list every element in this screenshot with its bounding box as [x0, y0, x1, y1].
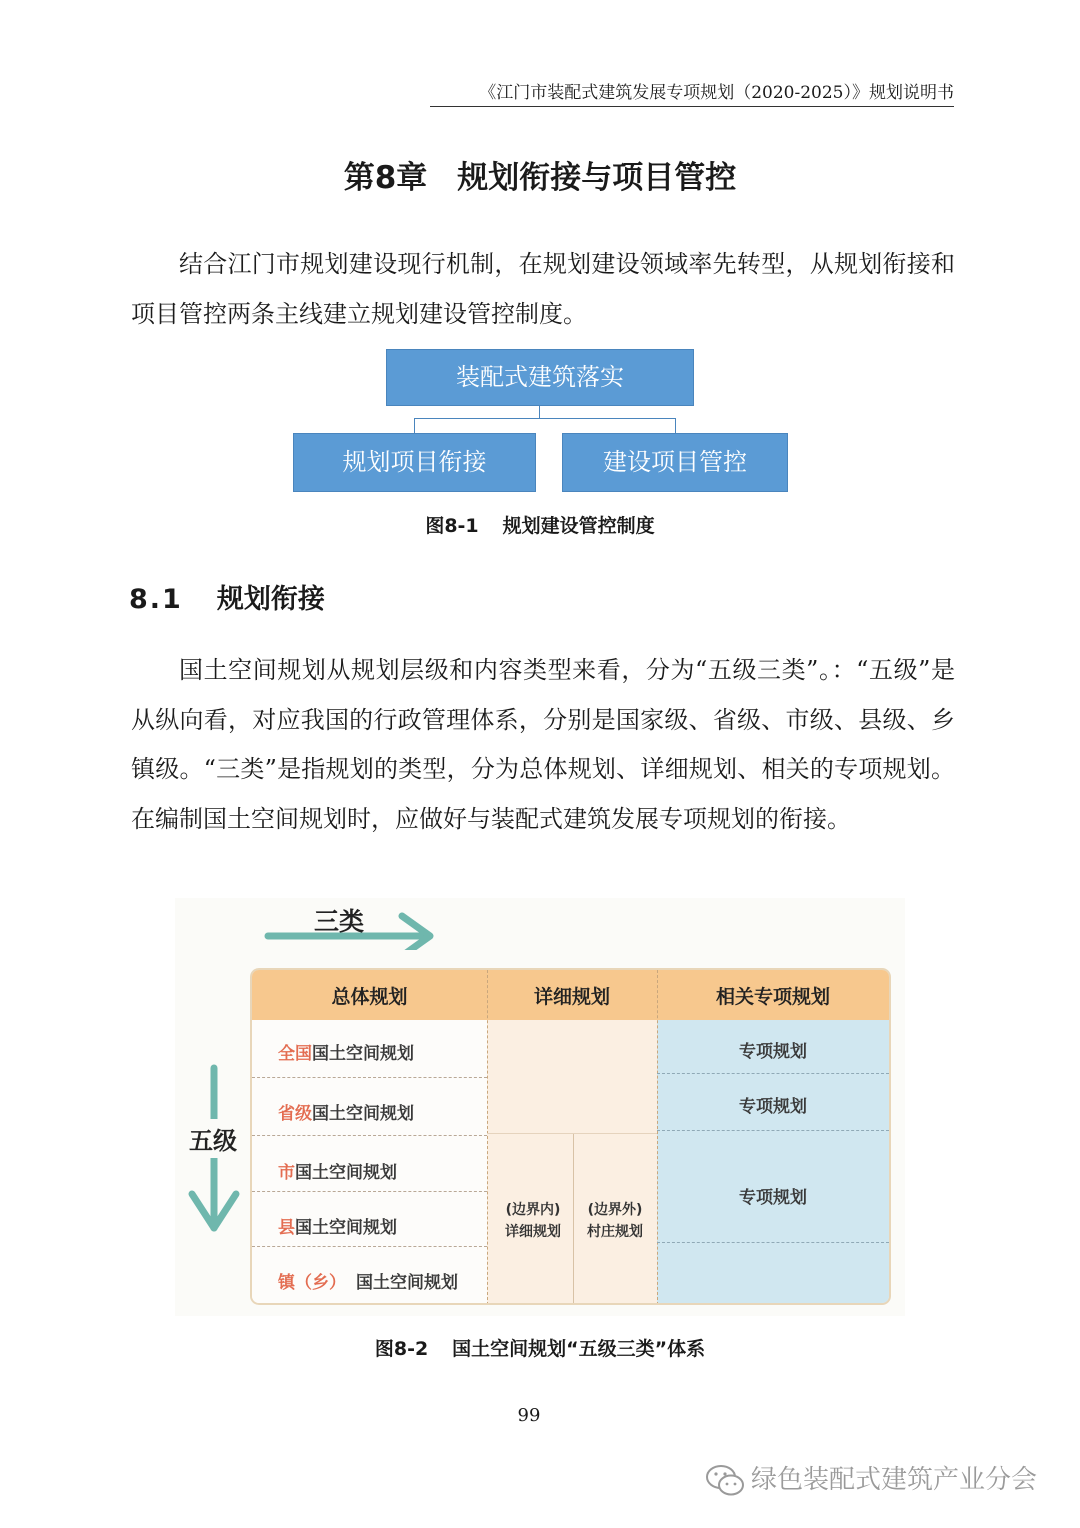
detail-outside-line1: (边界外)	[587, 1202, 643, 1218]
level-suffix: 国土空间规划	[295, 1218, 397, 1238]
figure2-caption-text: 国土空间规划“五级三类”体系	[452, 1338, 706, 1360]
figure1-connector-right	[675, 418, 676, 433]
level-prefix: 县	[278, 1218, 295, 1238]
level-prefix: 市	[278, 1163, 295, 1183]
level-county	[278, 1213, 397, 1238]
detail-outside-line2: 村庄规划	[587, 1224, 643, 1240]
figure1-connector-vertical	[539, 406, 540, 418]
column-divider	[657, 970, 658, 1305]
figure1-connector-horizontal	[414, 418, 676, 419]
detail-outside-boundary	[575, 1199, 655, 1243]
section-number: 8.1	[129, 584, 183, 615]
special-plan-city-county: 专项规划	[739, 1188, 807, 1208]
chapter-title-text: 规划衔接与项目管控	[457, 160, 737, 196]
special-plan-column	[657, 1020, 889, 1305]
row-divider	[252, 1191, 487, 1192]
arrow-label-three-types: 三类	[314, 907, 365, 936]
figure1-caption-text: 规划建设管控制度	[502, 515, 655, 537]
level-suffix: 国土空间规划	[312, 1044, 414, 1064]
figure1-caption	[0, 511, 1080, 538]
row-divider	[252, 1135, 487, 1136]
figure1-right-box: 建设项目管控	[562, 433, 788, 492]
row-divider	[657, 1130, 889, 1131]
detail-inner-divider	[573, 1133, 574, 1305]
section-title-text: 规划衔接	[216, 584, 325, 615]
level-city	[278, 1158, 397, 1183]
figure2-caption	[0, 1334, 1080, 1361]
level-prefix: 镇（乡）	[278, 1273, 346, 1293]
column-header-detailed: 详细规划	[533, 986, 610, 1008]
figure1-connector-left	[414, 418, 415, 433]
level-prefix: 全国	[278, 1044, 312, 1064]
level-suffix: 国土空间规划	[312, 1104, 414, 1124]
level-provincial	[278, 1099, 414, 1124]
body-paragraph: 国土空间规划从规划层级和内容类型来看，分为“五级三类”。：“五级”是从纵向看，对应我国的行政管理体系，分别是国家级、省级、市级、县级、乡镇级。“三类”是指规划的类型，分为总体规划、详细规划、相关的专项规划。在编制国土空间规划时，应做好与装配式建筑发展专项规划的衔接。	[131, 656, 955, 833]
wechat-icon	[705, 1463, 745, 1499]
figure1-top-box: 装配式建筑落实	[386, 349, 694, 406]
chapter-title	[0, 152, 1080, 197]
figure1-caption-number: 图8-1	[425, 515, 479, 537]
figure1-left-box: 规划项目衔接	[293, 433, 536, 492]
chapter-number: 第8章	[343, 160, 428, 196]
level-prefix: 省级	[278, 1104, 312, 1124]
level-township	[278, 1268, 458, 1293]
watermark	[705, 1459, 1037, 1499]
row-divider	[657, 1242, 889, 1243]
special-plan-provincial: 专项规划	[739, 1097, 807, 1117]
arrow-label-five-levels: 五级	[189, 1119, 237, 1158]
column-header-overall: 总体规划	[331, 986, 408, 1008]
page-number: 99	[517, 1405, 541, 1426]
section-title	[129, 577, 325, 616]
detail-inside-boundary	[495, 1199, 571, 1243]
special-plan-national: 专项规划	[739, 1042, 807, 1062]
column-header-special: 相关专项规划	[715, 986, 830, 1008]
row-divider	[252, 1077, 487, 1078]
column-divider	[487, 970, 488, 1305]
detail-inside-line2: 详细规划	[505, 1224, 561, 1240]
five-levels-three-types-table	[250, 968, 891, 1305]
level-suffix: 国土空间规划	[356, 1273, 458, 1293]
row-divider	[657, 1073, 889, 1074]
row-divider	[487, 1133, 657, 1134]
level-national	[278, 1039, 414, 1064]
row-divider	[252, 1246, 487, 1247]
intro-paragraph: 结合江门市规划建设现行机制，在规划建设领域率先转型，从规划衔接和项目管控两条主线建立规划建设管控制度。	[131, 250, 955, 328]
detail-inside-line1: (边界内)	[505, 1202, 561, 1218]
watermark-text: 绿色装配式建筑产业分会	[751, 1465, 1038, 1495]
figure2-caption-number: 图8-2	[374, 1338, 429, 1360]
running-header: 《江门市装配式建筑发展专项规划（2020-2025）》规划说明书	[430, 78, 954, 107]
level-suffix: 国土空间规划	[295, 1163, 397, 1183]
